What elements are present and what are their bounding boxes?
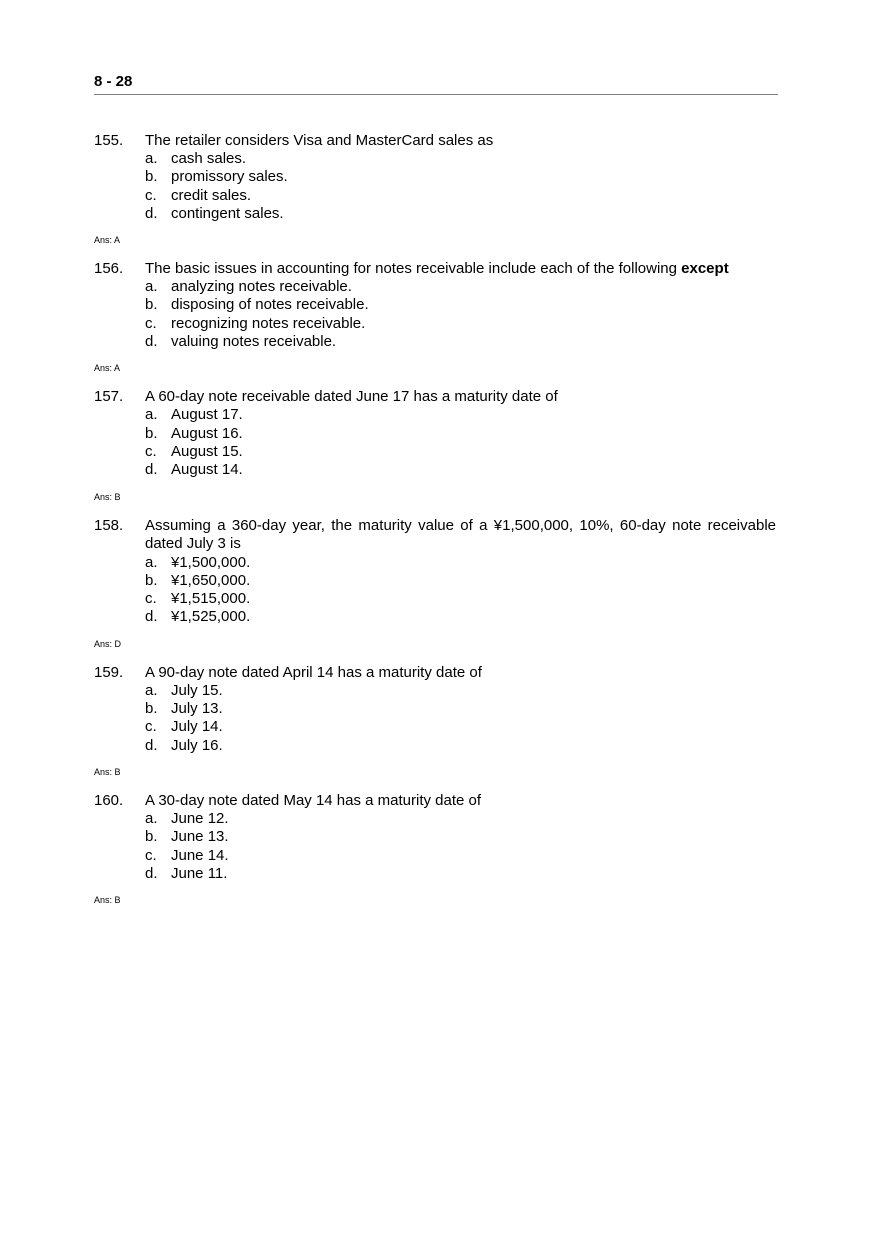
question-157	[94, 388, 776, 502]
option-letter: c.	[145, 590, 157, 608]
question-stem: Assuming a 360-day year, the maturity value of a ¥1,500,000, 10%, 60-day note receivable dated July 3 is	[145, 516, 776, 552]
answer-key: Ans: B	[94, 766, 121, 777]
question-row	[94, 132, 776, 150]
option-b	[94, 168, 776, 186]
question-row	[94, 388, 776, 406]
question-number: 157.	[94, 388, 124, 406]
option-d	[94, 205, 776, 223]
question-number: 160.	[94, 791, 124, 809]
option-letter: a.	[145, 278, 158, 296]
option-list	[94, 150, 776, 223]
option-text: August 17.	[171, 406, 243, 424]
option-b	[94, 572, 776, 590]
option-text: recognizing notes receivable.	[171, 314, 366, 332]
question-number: 155.	[94, 132, 124, 149]
option-text: contingent sales.	[171, 204, 284, 222]
option-a	[94, 150, 776, 168]
option-b	[94, 296, 776, 314]
question-number: 156.	[94, 260, 124, 278]
option-letter: a.	[145, 553, 158, 571]
page-header	[94, 73, 778, 95]
option-list	[94, 554, 776, 627]
option-text: ¥1,515,000.	[171, 590, 251, 608]
option-d	[94, 461, 776, 479]
option-letter: d.	[145, 864, 158, 882]
option-letter: b.	[145, 828, 158, 846]
question-number: 159.	[94, 663, 124, 681]
option-a	[94, 554, 776, 572]
question-stem: A 30-day note dated May 14 has a maturity date of	[145, 791, 482, 809]
option-text: August 15.	[171, 442, 243, 460]
option-letter: a.	[145, 406, 158, 424]
option-c	[94, 443, 776, 461]
option-a	[94, 682, 776, 700]
option-letter: d.	[145, 333, 158, 351]
question-stem: A 90-day note dated April 14 has a maturity date of	[145, 663, 482, 681]
option-letter: a.	[145, 681, 158, 699]
option-text: ¥1,650,000.	[171, 571, 251, 589]
answer-key: Ans: B	[94, 491, 121, 502]
option-text: August 16.	[171, 424, 243, 442]
option-list	[94, 810, 776, 883]
option-text: analyzing notes receivable.	[171, 278, 352, 296]
option-text: cash sales.	[171, 150, 247, 167]
option-letter: a.	[145, 150, 158, 167]
question-row	[94, 792, 776, 810]
answer-key: Ans: A	[94, 363, 121, 374]
option-letter: d.	[145, 608, 158, 626]
option-d	[94, 608, 776, 626]
option-text: July 15.	[171, 681, 223, 699]
question-160	[94, 792, 776, 906]
question-row	[94, 664, 776, 682]
option-text: July 14.	[171, 718, 223, 736]
option-letter: b.	[145, 424, 158, 442]
option-letter: d.	[145, 204, 158, 222]
option-text: ¥1,500,000.	[171, 553, 251, 571]
option-text: July 16.	[171, 736, 223, 754]
option-letter: d.	[145, 461, 158, 479]
question-stem: A 60-day note receivable dated June 17 has a maturity date of	[145, 388, 558, 406]
option-letter: c.	[145, 442, 157, 460]
option-c	[94, 590, 776, 608]
option-list	[94, 682, 776, 755]
option-letter: b.	[145, 571, 158, 589]
question-number: 158.	[94, 516, 124, 534]
page-number: 8 - 28	[94, 73, 133, 90]
option-letter: d.	[145, 736, 158, 754]
option-text: disposing of notes receivable.	[171, 296, 369, 314]
option-text: June 14.	[171, 846, 229, 864]
option-b	[94, 700, 776, 718]
question-stem-text: The basic issues in accounting for notes receivable include each of the following	[145, 260, 677, 278]
option-a	[94, 278, 776, 296]
question-row	[94, 260, 776, 278]
option-text: credit sales.	[171, 186, 252, 204]
option-text: July 13.	[171, 700, 223, 718]
option-letter: c.	[145, 718, 157, 736]
option-d	[94, 865, 776, 883]
option-c	[94, 315, 776, 333]
option-letter: c.	[145, 846, 157, 864]
option-text: June 13.	[171, 828, 229, 846]
option-c	[94, 718, 776, 736]
option-d	[94, 737, 776, 755]
question-row	[94, 517, 776, 553]
option-text: valuing notes receivable.	[171, 333, 337, 351]
option-b	[94, 425, 776, 443]
option-text: June 12.	[171, 809, 229, 827]
option-letter: c.	[145, 186, 157, 204]
option-b	[94, 828, 776, 846]
answer-key: Ans: D	[94, 638, 122, 649]
option-letter: a.	[145, 809, 158, 827]
option-text: promissory sales.	[171, 168, 288, 186]
option-a	[94, 810, 776, 828]
option-text: August 14.	[171, 461, 243, 479]
option-c	[94, 847, 776, 865]
question-155	[94, 132, 776, 246]
option-list	[94, 278, 776, 351]
option-letter: b.	[145, 700, 158, 718]
question-156	[94, 260, 776, 374]
answer-key: Ans: B	[94, 895, 121, 906]
option-letter: b.	[145, 296, 158, 314]
question-159	[94, 664, 776, 778]
option-letter: b.	[145, 168, 158, 186]
option-text: June 11.	[171, 864, 228, 882]
option-list	[94, 406, 776, 479]
option-text: ¥1,525,000.	[171, 608, 251, 626]
option-letter: c.	[145, 314, 157, 332]
question-stem: The retailer considers Visa and MasterCard sales as	[145, 132, 494, 149]
option-a	[94, 406, 776, 424]
option-c	[94, 187, 776, 205]
question-158	[94, 517, 776, 650]
question-stem-emphasis: except	[681, 260, 729, 278]
question-list	[94, 132, 776, 920]
option-d	[94, 333, 776, 351]
answer-key: Ans: A	[94, 235, 121, 246]
question-stem	[145, 260, 776, 278]
